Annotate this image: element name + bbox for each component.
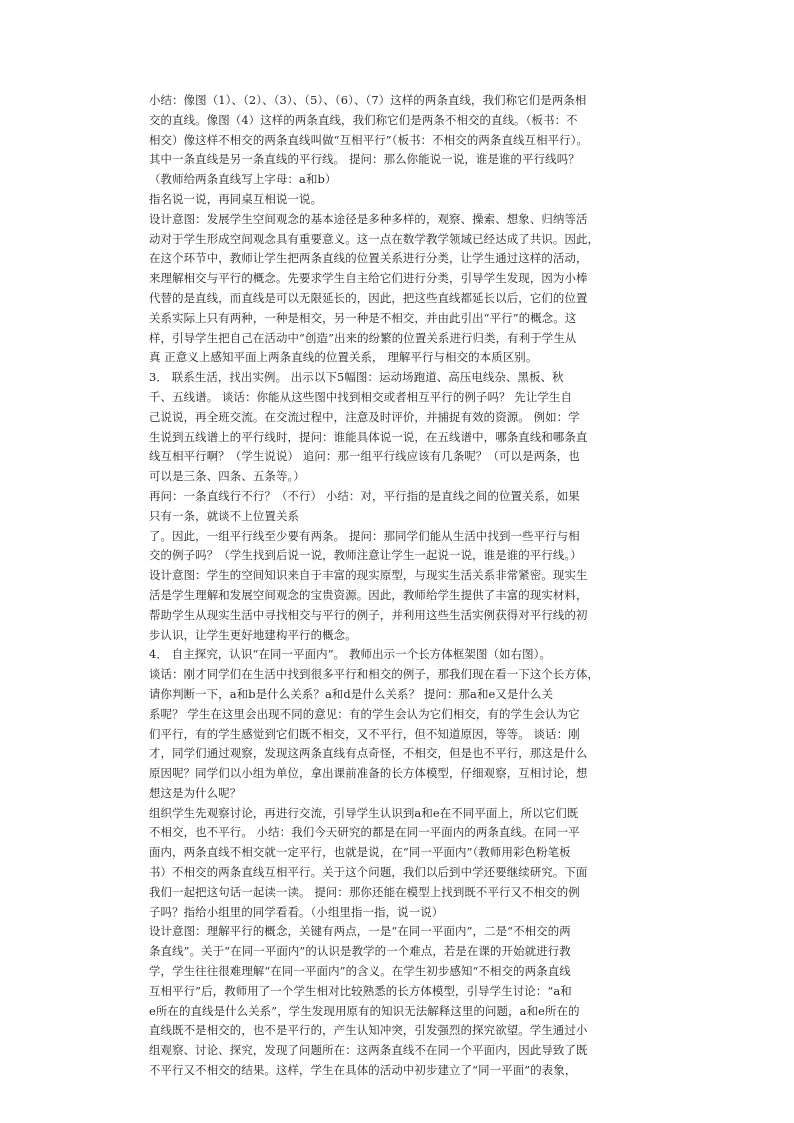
text-line: 千、五线谱。 谈话：你能从这些图中找到相交或者相互平行的例子吗？ 先让学生自 <box>149 389 573 404</box>
text-line: 真 正意义上感知平面上两条直线的位置关系， 理解平行与相交的本质区别。 <box>149 350 538 365</box>
text-line: 原因呢？同学们以小组为单位，拿出课前准备的长方体模型，仔细观察，互相讨论，想 <box>149 766 588 781</box>
text-line: 面内，两条直线不相交就一定平行，也就是说，在“同一平面内”（教师用彩色粉笔板 <box>149 845 571 860</box>
text-line: 来理解相交与平行的概念。先要求学生自主给它们进行分类，引导学生发现，因为小棒 <box>149 271 588 286</box>
text-line: 才，同学们通过观察，发现这两条直线有点奇怪，不相交，但是也不平行，那这是什么 <box>149 746 588 761</box>
text-line: 步认识，让学生更好地建构平行的概念。 <box>149 627 357 642</box>
text-line: 想这是为什么呢？ <box>149 785 242 800</box>
text-line: 样，引导学生把自己在活动中“创造”出来的纷繁的位置关系进行归类，有利于学生从 <box>149 330 577 345</box>
text-line: 不平行又不相交的结果。这样，学生在具体的活动中初步建立了“同一平面”的表象， <box>149 1063 577 1078</box>
text-line: 活是学生理解和发展空间观念的宝贵资源。因此，教师给学生提供了丰富的现实材料， <box>149 587 588 602</box>
text-line: （教师给两条直线写上字母：a和b） <box>149 172 337 187</box>
text-line: 只有一条，就谈不上位置关系 <box>149 508 300 523</box>
text-line: e所在的直线是什么关系”，学生发现用原有的知识无法解释这里的问题，a和e所在的 <box>149 1003 580 1018</box>
text-line: 线互相平行啊？（学生说说） 追问：那一组平行线应该有几条呢？（可以是两条，也 <box>149 449 580 464</box>
text-line: 请你判断一下，a和b是什么关系？a和d是什么关系？ 提问：那a和e又是什么关 <box>149 686 554 701</box>
text-line: 可以是三条、四条、五条等。） <box>149 469 305 484</box>
text-line: 不相交，也不平行。 小结：我们今天研究的都是在同一平面内的两条直线。在同一平 <box>149 825 580 840</box>
text-line: 系呢？ 学生在这里会出现不同的意见：有的学生会认为它们相交，有的学生会认为它 <box>149 706 580 721</box>
text-line: 生说到五线谱上的平行线时，提问：谁能具体说一说，在五线谱中，哪条直线和哪条直 <box>149 429 588 444</box>
text-line: 在这个环节中，教师让学生把两条直线的位置关系进行分类，让学生通过这样的活动， <box>149 251 588 266</box>
text-line: 关系实际上只有两种，一种是相交，另一种是不相交，并由此引出“平行”的概念。这 <box>149 310 577 325</box>
text-line: 了。因此，一组平行线至少要有两条。 提问：那同学们能从生活中找到一些平行与相 <box>149 528 580 543</box>
text-line: 动对于学生形成空间观念具有重要意义。这一点在数学教学领域已经达成了共识。因此， <box>149 231 600 246</box>
text-line: 组观察、讨论、探究，发现了问题所在：这两条直线不在同一个平面内，因此导致了既 <box>149 1043 588 1058</box>
text-line: 们平行，有的学生感觉到它们既不相交，又不平行，但不知道原因，等等。 谈话：刚 <box>149 726 580 741</box>
text-line: 相交）像这样不相交的两条直线叫做“互相平行”（板书：不相交的两条直线互相平行）。 <box>149 132 589 147</box>
text-line: 其中一条直线是另一条直线的平行线。 提问：那么你能说一说，谁是谁的平行线吗？ <box>149 152 580 167</box>
text-line: 指名说一说，再同桌互相说一说。 <box>149 191 323 206</box>
text-line: 互相平行”后，教师用了一个学生相对比较熟悉的长方体模型，引导学生讨论：“a和 <box>149 983 572 998</box>
text-line: 直线既不是相交的，也不是平行的，产生认知冲突，引发强烈的探究欲望。学生通过小 <box>149 1023 588 1038</box>
text-line: 设计意图：理解平行的概念，关键有两点，一是“在同一平面内”，二是“不相交的两 <box>149 924 571 939</box>
text-line: 书）不相交的两条直线互相平行。关于这个问题，我们以后到中学还要继续研究。下面 <box>149 865 588 880</box>
text-line: 组织学生先观察讨论，再进行交流，引导学生认识到a和e在不同平面上，所以它们既 <box>149 805 579 820</box>
text-line: 己说说，再全班交流。在交流过程中，注意及时评价，并捕捉有效的资源。 例如：学 <box>149 409 580 424</box>
document-page <box>149 91 689 1081</box>
text-line: 子吗？指给小组里的同学看看。（小组里指一指，说一说） <box>149 904 444 919</box>
text-line: 4． 自主探究，认识“在同一平面内”。 教师出示一个长方体框架图（如右图）。 <box>149 647 552 662</box>
text-line: 代替的是直线，而直线是可以无限延长的，因此，把这些直线都延长以后，它们的位置 <box>149 290 588 305</box>
text-line: 再问：一条直线行不行？（不行） 小结：对，平行指的是直线之间的位置关系，如果 <box>149 488 580 503</box>
text-line: 小结：像图（1）、（2）、（3）、（5）、（6）、（7）这样的两条直线，我们称它们是两条相 <box>149 93 587 107</box>
text-line: 我们一起把这句话一起读一读。 提问：那你还能在模型上找到既不平行又不相交的例 <box>149 884 580 899</box>
text-line: 交的例子吗？（学生找到后说一说，教师注意让学生一起说一说，谁是谁的平行线。） <box>149 548 582 563</box>
text-line: 设计意图：学生的空间知识来自于丰富的现实原型，与现实生活关系非常紧密。现实生 <box>149 568 588 583</box>
text-line: 设计意图：发展学生空间观念的基本途径是多种多样的，观察、操索、想象、归纳等活 <box>149 211 588 226</box>
text-line: 学，学生往往很难理解“在同一平面内”的含义。在学生初步感知“不相交的两条直线 <box>149 964 571 979</box>
text-line: 条直线”。关于“在同一平面内”的认识是教学的一个难点，若是在课的开始就进行教 <box>149 944 571 959</box>
text-line: 交的直线。像图（4）这样的两条直线，我们称它们是两条不相交的直线。（板书：不 <box>149 112 578 127</box>
text-line: 帮助学生从现实生活中寻找相交与平行的例子，并利用这些生活实例获得对平行线的初 <box>149 607 588 622</box>
text-line: 谈话：刚才同学们在生活中找到很多平行和相交的例子，那我们现在看一下这个长方体， <box>149 667 600 682</box>
text-line: 3． 联系生活，找出实例。 出示以下5幅图：运动场跑道、高压电线杂、黑板、秋 <box>149 370 564 385</box>
